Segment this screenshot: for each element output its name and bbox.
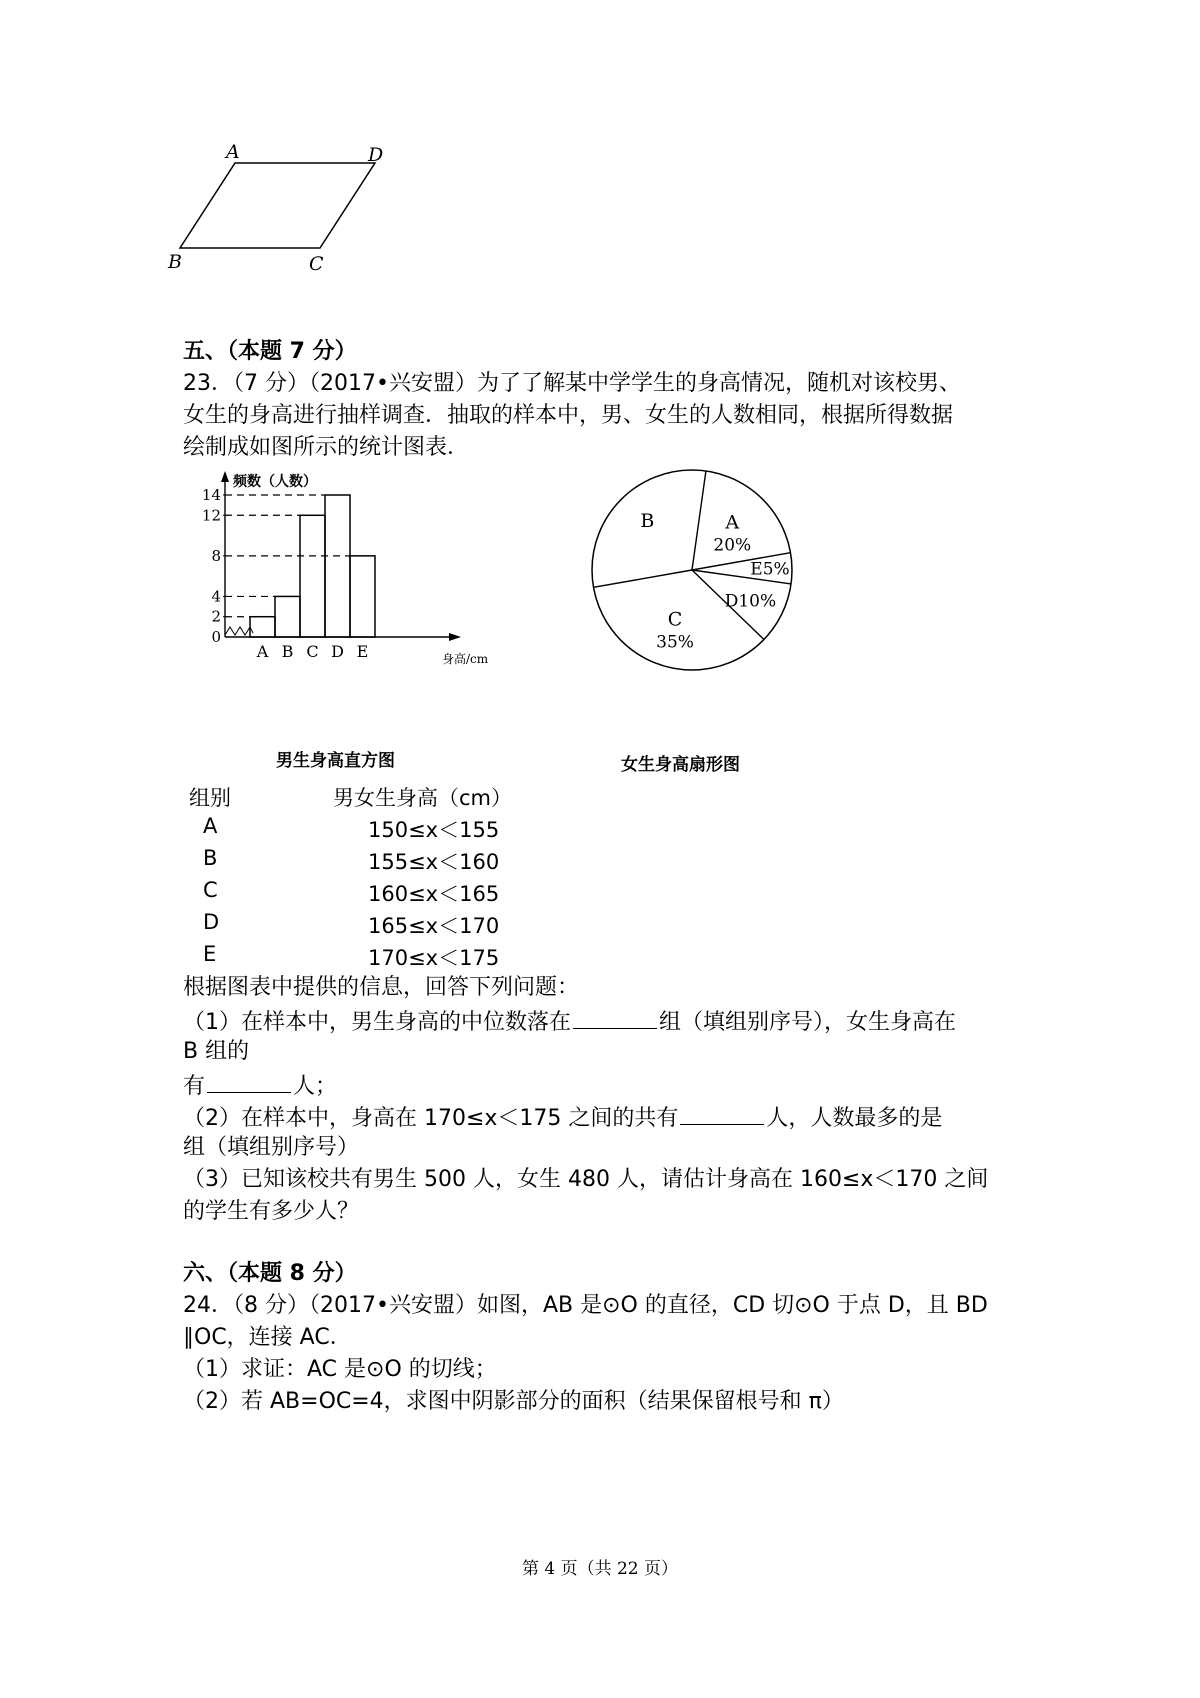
q23-part-1-text-e: 人；	[293, 1074, 338, 1099]
q24-line-1: 24．（8 分）（2017•兴安盟）如图，AB 是⊙O 的直径，CD 切⊙O 于点 D，且 BD	[183, 1293, 988, 1318]
page-footer: 第 4 页（共 22 页）	[521, 1559, 679, 1579]
q23-intro: 根据图表中提供的信息，回答下列问题：	[183, 975, 580, 1000]
vertex-label-c: C	[309, 253, 324, 275]
q23-part-2	[183, 1100, 942, 1135]
table-row-range: 165≤x＜170	[368, 914, 500, 938]
parallelogram-shape	[180, 163, 375, 248]
table-header-group: 组别	[189, 786, 231, 810]
histogram-caption: 男生身高直方图	[276, 751, 395, 771]
q23-line-2: 女生的身高进行抽样调查．抽取的样本中，男、女生的人数相同，根据所得数据	[183, 403, 954, 428]
y-axis-arrow-icon	[221, 471, 229, 482]
x-axis-label: 身高/cm	[442, 652, 489, 666]
parallelogram-figure	[168, 141, 430, 288]
table-row-range: 150≤x＜155	[368, 818, 500, 842]
answer-blank[interactable]	[573, 1004, 657, 1029]
pie-slice-percent: 20%	[713, 535, 752, 556]
y-axis-label: 频数（人数）	[233, 474, 317, 490]
answer-blank[interactable]	[680, 1100, 764, 1125]
y-tick-label: 0	[211, 628, 221, 646]
q23-part-3: （3）已知该校共有男生 500 人，女生 480 人，请估计身高在 160≤x＜170 之间	[183, 1167, 989, 1192]
x-category-label: C	[306, 642, 319, 661]
q23-part-2-text-b: 人，人数最多的是	[766, 1106, 943, 1131]
q23-line-1: 23．（7 分）（2017•兴安盟）为了了解某中学学生的身高情况，随机对该校男、	[183, 371, 961, 396]
q23-part-3-cont: 的学生有多少人？	[183, 1199, 360, 1224]
histogram-bar	[275, 596, 300, 637]
q23-line-3: 绘制成如图所示的统计图表．	[183, 435, 470, 460]
pie-caption: 女生身高扇形图	[621, 755, 740, 775]
table-row-group: D	[203, 910, 220, 934]
axis-break-icon	[225, 627, 253, 635]
y-tick-label: 14	[201, 486, 221, 504]
histogram-bar	[300, 515, 325, 637]
pie-slice-boundary	[594, 570, 692, 587]
histogram-bar	[250, 617, 275, 637]
q23-part-2-cont: 组（填组别序号）	[183, 1135, 360, 1160]
histogram-bar	[325, 495, 350, 637]
table-row-group: C	[203, 878, 218, 902]
vertex-label-a: A	[226, 141, 240, 163]
q23-part-1-text-a: （1）在样本中，男生身高的中位数落在	[183, 1010, 571, 1035]
pie-slice-label: A	[725, 511, 740, 534]
answer-blank[interactable]	[207, 1068, 291, 1093]
y-tick-label: 8	[211, 546, 221, 565]
section-5-heading: 五、（本题 7 分）	[183, 339, 357, 364]
table-header-height: 男女生身高（cm）	[333, 786, 513, 810]
q23-part-2-text-a: （2）在样本中，身高在 170≤x＜175 之间的共有	[183, 1106, 679, 1131]
q24-line-2: ∥OC，连接 AC．	[183, 1325, 352, 1350]
table-row-range: 160≤x＜165	[368, 882, 500, 906]
x-category-label: D	[331, 642, 344, 661]
pie-slice-label: B	[640, 509, 655, 532]
vertex-label-d: D	[368, 144, 384, 166]
section-6-heading: 六、（本题 8 分）	[183, 1261, 357, 1286]
table-row-range: 155≤x＜160	[368, 850, 500, 874]
y-tick-label: 2	[211, 607, 221, 626]
pie-slice-boundary	[692, 471, 706, 570]
table-row-group: E	[203, 942, 217, 966]
female-height-pie-chart	[580, 450, 820, 690]
pie-slice-percent: 35%	[656, 632, 694, 653]
pie-slice-label: E5%	[750, 559, 790, 580]
q24-line-4: （2）若 AB=OC=4，求图中阴影部分的面积（结果保留根号和 π）	[183, 1389, 844, 1414]
q23-part-1	[183, 1004, 956, 1039]
male-height-histogram	[190, 470, 550, 730]
q23-part-1-text-d: 有	[183, 1074, 206, 1099]
vertex-label-b: B	[168, 251, 182, 273]
x-category-label: A	[256, 642, 269, 661]
histogram-bar	[350, 556, 375, 637]
q24-line-3: （1）求证：AC 是⊙O 的切线；	[183, 1357, 497, 1382]
table-row-group: B	[203, 846, 218, 870]
x-axis-arrow-icon	[449, 633, 461, 641]
x-category-label: E	[356, 642, 369, 661]
y-tick-label: 12	[201, 506, 221, 525]
pie-slice-label: D10%	[724, 591, 777, 612]
q23-part-1-text-b: 组（填组别序号），女生身高在	[659, 1010, 957, 1035]
q23-part-1-cont: B 组的	[183, 1039, 250, 1064]
x-category-label: B	[281, 642, 294, 661]
table-row-range: 170≤x＜175	[368, 946, 500, 970]
pie-slice-label: C	[667, 608, 683, 631]
q23-part-1-cont-2	[183, 1068, 337, 1103]
y-tick-label: 4	[211, 587, 221, 606]
table-row-group: A	[203, 814, 218, 838]
